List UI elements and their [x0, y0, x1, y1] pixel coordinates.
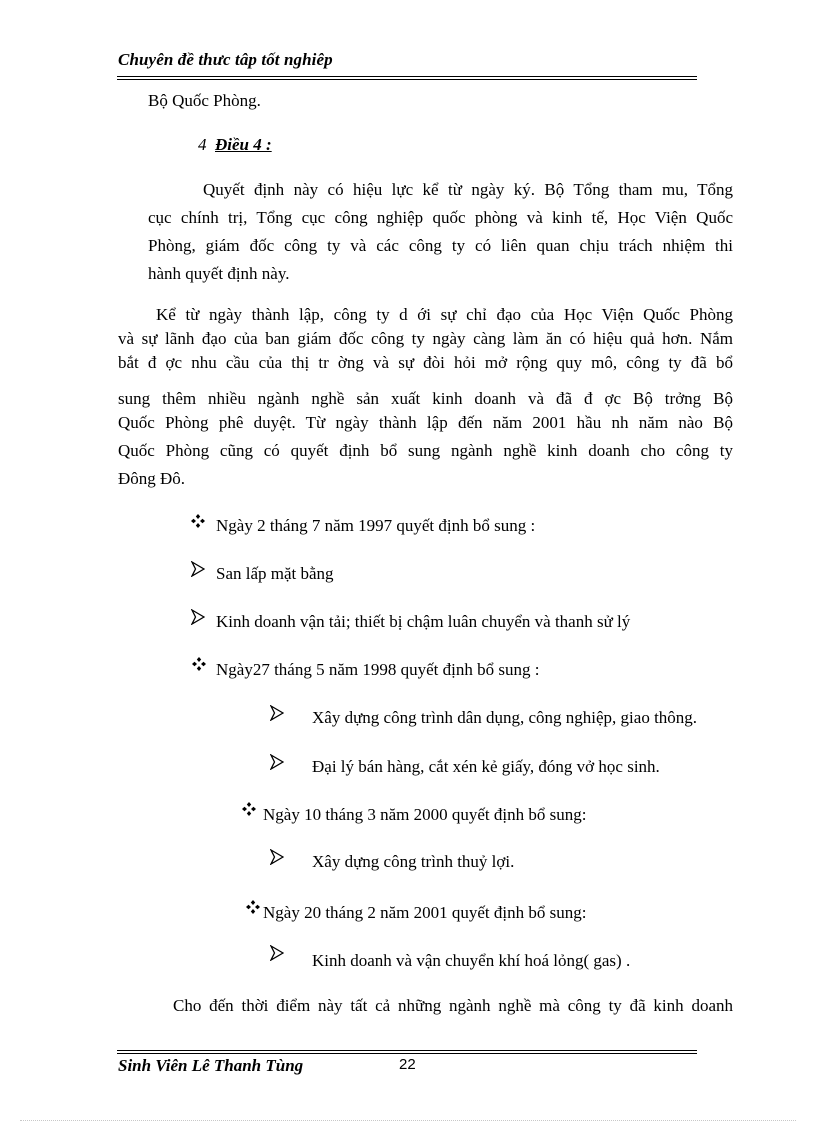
- list-item-2000: Ngày 10 tháng 3 năm 2000 quyết định bổ sung:: [263, 805, 587, 824]
- arrow-bullet-icon: [270, 849, 284, 865]
- list-item-xay-dung-dan-dung: Xây dựng công trình dân dụng, công nghiệp, giao thông.: [312, 708, 698, 727]
- list-item-1998: Ngày27 tháng 5 năm 1998 quyết định bổ sung :: [216, 660, 540, 679]
- header-rule-top: [117, 76, 697, 77]
- para1-line-2: cục chính trị, Tổng cục công nghiệp quốc phòng và kinh tế, Học Viện Quốc: [148, 208, 733, 227]
- para2-line-6: Quốc Phòng cũng có quyết định bổ sung ngành nghề kinh doanh cho công ty: [118, 441, 733, 460]
- dieu-number: 4: [198, 135, 207, 154]
- para2-line-2: và sự lãnh đạo của ban giám đốc công ty ngày càng làm ăn có hiệu quả hơn. Nắm: [118, 329, 733, 348]
- para1-line-4: hành quyết định này.: [148, 264, 290, 283]
- footer-author: Sinh Viên Lê Thanh Tùng: [118, 1056, 304, 1075]
- arrow-bullet-icon: [270, 945, 284, 961]
- page-number: 22: [399, 1056, 416, 1073]
- list-item-2001: Ngày 20 tháng 2 năm 2001 quyết định bổ sung:: [263, 903, 587, 922]
- para2-line-3: bắt đ ợc nhu cầu của thị tr ờng và sự đòi hỏi mở rộng quy mô, công ty đã bổ: [118, 353, 733, 372]
- dieu-label: Điều 4 :: [215, 135, 272, 154]
- para1-line-1: Quyết định này có hiệu lực kể từ ngày ký. Bộ Tổng tham mu, Tổng: [203, 180, 733, 199]
- para2-line-7: Đông Đô.: [118, 469, 186, 488]
- diamond-bullet-icon: [190, 513, 206, 529]
- footer-rule-bottom: [117, 1053, 697, 1054]
- arrow-bullet-icon: [270, 754, 284, 770]
- para2-line-1: Kể từ ngày thành lập, công ty d ới sự chỉ đạo của Học Viện Quốc Phòng: [156, 305, 733, 324]
- list-item-khi-hoa-long: Kinh doanh và vận chuyển khí hoá lỏng( gas) .: [312, 951, 631, 970]
- list-item-dai-ly: Đại lý bán hàng, cắt xén kẻ giấy, đóng vở học sinh.: [312, 757, 660, 776]
- diamond-bullet-icon: [245, 899, 261, 915]
- list-item-thuy-loi: Xây dựng công trình thuỷ lợi.: [312, 852, 515, 871]
- para1-line-3: Phòng, giám đốc công ty và các công ty có liên quan chịu trách nhiệm thi: [148, 236, 733, 255]
- header-rule-bottom: [117, 79, 697, 80]
- arrow-bullet-icon: [191, 609, 205, 625]
- header-title: Chuyên đề thưc tâp tốt nghiêp: [118, 50, 333, 69]
- arrow-bullet-icon: [270, 705, 284, 721]
- list-item-san-lap: San lấp mặt bằng: [216, 564, 334, 583]
- arrow-bullet-icon: [191, 561, 205, 577]
- dieu-heading: [198, 135, 272, 155]
- closing-line: Cho đến thời điểm này tất cả những ngành nghề mà công ty đã kinh doanh: [173, 996, 733, 1015]
- list-item-1997: Ngày 2 tháng 7 năm 1997 quyết định bổ sung :: [216, 516, 536, 535]
- para2-line-5: Quốc Phòng phê duyệt. Từ ngày thành lập đến năm 2001 hầu nh năm nào Bộ: [118, 413, 733, 432]
- diamond-bullet-icon: [241, 801, 257, 817]
- text-bo-quoc-phong: Bộ Quốc Phòng.: [148, 91, 261, 110]
- diamond-bullet-icon: [191, 656, 207, 672]
- page-bottom-border: [20, 1120, 796, 1121]
- footer-rule-top: [117, 1050, 697, 1051]
- para2-line-4: sung thêm nhiều ngành nghề sản xuất kinh doanh và đã đ ợc Bộ trởng Bộ: [118, 389, 733, 408]
- list-item-kinh-doanh-van-tai: Kinh doanh vận tải; thiết bị chậm luân chuyển và thanh sử lý: [216, 612, 631, 631]
